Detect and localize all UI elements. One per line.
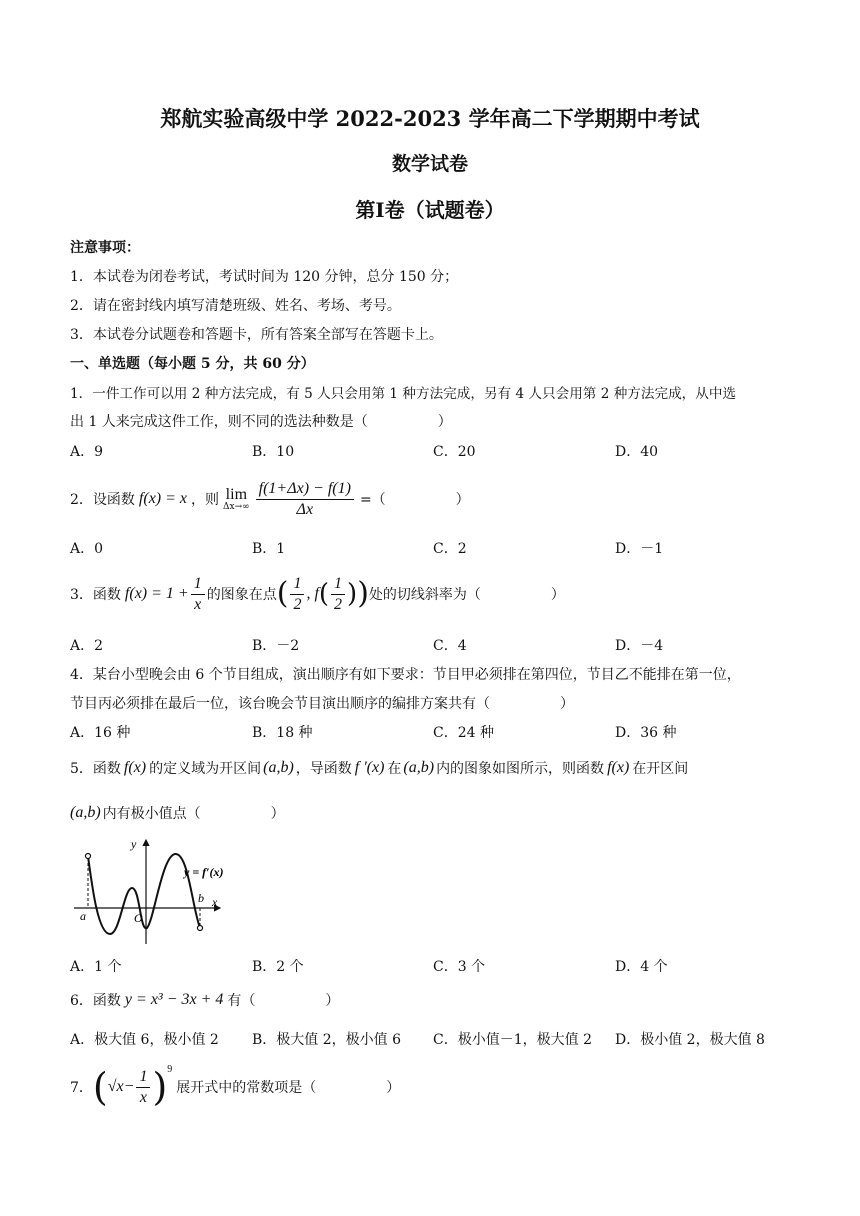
- q3-paren-inner-close: ): [347, 579, 358, 609]
- q6-expression: y = x³ − 3x + 4: [124, 991, 224, 1008]
- q7-power: 9: [167, 1064, 173, 1075]
- q1-option-d: D．40: [615, 444, 659, 460]
- q5-text: 内的图象如图所示，则函数: [436, 761, 605, 777]
- q5-text: 内有极小值点（ ）: [102, 806, 285, 822]
- q1-option-a: A．9: [70, 444, 104, 460]
- q3-mid: 的图象在点: [206, 587, 277, 603]
- q7-fraction: [136, 1067, 150, 1108]
- q3-point-arg: [331, 574, 345, 615]
- q2-lim-sub: Δx→∞: [223, 501, 250, 512]
- question-1-line-2: 出 1 人来完成这件工作，则不同的选法种数是（ ）: [70, 414, 452, 430]
- q3-prefix: 3．函数: [70, 587, 121, 603]
- q1-option-b: B．10: [252, 444, 295, 460]
- q6-option-b: B．极大值 2，极小值 6: [252, 1032, 402, 1048]
- q5-text: 在开区间: [632, 761, 689, 777]
- label-a: a: [80, 909, 86, 923]
- exam-volume: 第Ⅰ卷（试题卷）: [355, 198, 505, 222]
- note-item: 2．请在密封线内填写清楚班级、姓名、考场、考号。: [70, 298, 401, 314]
- question-5-line-2: [70, 800, 285, 826]
- q3-option-c: C．4: [433, 638, 467, 654]
- derivative-graph: [70, 836, 250, 948]
- q1-option-c: C．20: [433, 444, 476, 460]
- q2-option-c: C．2: [433, 541, 467, 557]
- question-2: [70, 476, 470, 522]
- q5-text: ，导函数: [295, 761, 352, 777]
- q7-minus: −: [123, 1078, 135, 1095]
- note-item: 1．本试卷为闭卷考试，考试时间为 120 分钟，总分 150 分；: [70, 269, 459, 285]
- q2-option-a: A．0: [70, 541, 104, 557]
- q3-paren-close: ): [357, 576, 369, 611]
- question-4-line-1: 4．某台小型晚会由 6 个节目组成，演出顺序有如下要求：节目甲必须排在第四位，节目乙不能排在第一位，: [70, 667, 741, 683]
- q5-text: 5．函数: [70, 761, 121, 777]
- question-3: [70, 570, 565, 618]
- label-y: y: [131, 837, 137, 851]
- q2-option-d: D．－1: [615, 541, 664, 557]
- q5-text: 的定义域为开区间: [149, 761, 262, 777]
- q7-frac-den: x: [139, 1088, 147, 1106]
- question-6: [70, 988, 339, 1012]
- exam-subject: 数学试卷: [391, 153, 468, 175]
- q3-frac-den: x: [194, 595, 202, 613]
- q5-fpx: f '(x): [354, 759, 385, 776]
- q3-paren-open: (: [276, 576, 289, 611]
- label-curve: y = f′(x): [184, 865, 224, 879]
- notes-heading: 注意事项：: [70, 240, 140, 256]
- q6-option-c: C．极小值－1，极大值 2: [433, 1032, 592, 1048]
- q2-fraction: [256, 479, 354, 520]
- q5-option-d: D．4 个: [615, 959, 668, 975]
- q3-point-den: 2: [293, 595, 302, 613]
- q3-option-b: B．－2: [252, 638, 300, 654]
- q7-paren-open: (: [92, 1065, 108, 1109]
- q5-fx: f(x): [607, 759, 630, 776]
- q2-option-b: B．1: [252, 541, 286, 557]
- q3-option-a: A．2: [70, 638, 104, 654]
- question-1-line-1: 1．一件工作可以用 2 种方法完成，有 5 人只会用第 1 种方法完成，另有 4 人只会用第 2 种方法完成，从中选: [70, 386, 737, 402]
- q2-mid: ，则: [191, 492, 220, 508]
- q5-option-b: B．2 个: [252, 959, 304, 975]
- label-origin: O: [134, 911, 143, 925]
- q4-option-a: A．16 种: [70, 725, 131, 741]
- note-item: 3．本试卷分试题卷和答题卡，所有答案全部写在答题卡上。: [70, 327, 443, 343]
- q3-function: f(x) = 1 +: [124, 585, 189, 602]
- q2-function: f(x) = x: [138, 490, 188, 507]
- q7-frac-num: 1: [136, 1067, 150, 1088]
- q3-arg-den: 2: [334, 595, 343, 613]
- q5-fx: f(x): [123, 759, 147, 776]
- q2-lim: lim: [225, 485, 248, 503]
- q6-prefix: 6．函数: [70, 993, 121, 1009]
- q4-option-b: B．18 种: [252, 725, 313, 741]
- q2-prefix: 2．设函数: [70, 492, 135, 508]
- q7-paren-close: ): [152, 1065, 168, 1109]
- endpoint-b: [198, 926, 203, 931]
- q5-text: 在: [387, 761, 402, 777]
- q7-suffix: 展开式中的常数项是（ ）: [176, 1080, 401, 1096]
- q5-option-c: C．3 个: [433, 959, 486, 975]
- q3-suffix: 处的切线斜率为（ ）: [368, 587, 565, 603]
- q5-interval: (a,b): [70, 804, 101, 821]
- question-4-line-2: 节目丙必须排在最后一位，该台晚会节目演出顺序的编排方案共有（ ）: [70, 696, 574, 712]
- q6-option-a: A．极大值 6，极小值 2: [70, 1032, 219, 1048]
- label-x: x: [212, 895, 218, 909]
- q2-denominator: Δx: [296, 500, 314, 518]
- q2-numerator: f(1+Δx) − f(1): [256, 479, 354, 500]
- q6-suffix: 有（ ）: [227, 993, 340, 1009]
- q2-limit: [223, 487, 250, 512]
- exam-title: 郑航实验高级中学 2022-2023 学年高二下学期期中考试: [160, 106, 700, 131]
- question-5-line-1: [70, 755, 688, 781]
- section-heading: 一、单选题（每小题 5 分，共 60 分）: [70, 356, 315, 372]
- label-b: b: [198, 891, 204, 905]
- q6-option-d: D．极小值 2，极大值 8: [615, 1032, 765, 1048]
- q2-suffix: =（ ）: [359, 492, 470, 508]
- q7-sqrt: √x: [107, 1078, 124, 1095]
- q5-option-a: A．1 个: [70, 959, 122, 975]
- q3-arg-num: 1: [331, 574, 345, 595]
- q3-fraction: [191, 574, 205, 615]
- q4-option-c: C．24 种: [433, 725, 494, 741]
- q5-interval: (a,b): [403, 759, 435, 776]
- q7-prefix: 7．: [70, 1080, 93, 1096]
- q4-option-d: D．36 种: [615, 725, 677, 741]
- q3-option-d: D．－4: [615, 638, 664, 654]
- question-7: [70, 1062, 400, 1112]
- q3-point-x: [290, 574, 304, 615]
- q3-point-num: 1: [290, 574, 304, 595]
- q5-interval: (a,b): [263, 759, 294, 776]
- endpoint-a: [86, 854, 91, 859]
- q3-point-f: , f: [306, 585, 319, 602]
- q3-frac-num: 1: [191, 574, 205, 595]
- q3-paren-inner-open: (: [318, 579, 330, 609]
